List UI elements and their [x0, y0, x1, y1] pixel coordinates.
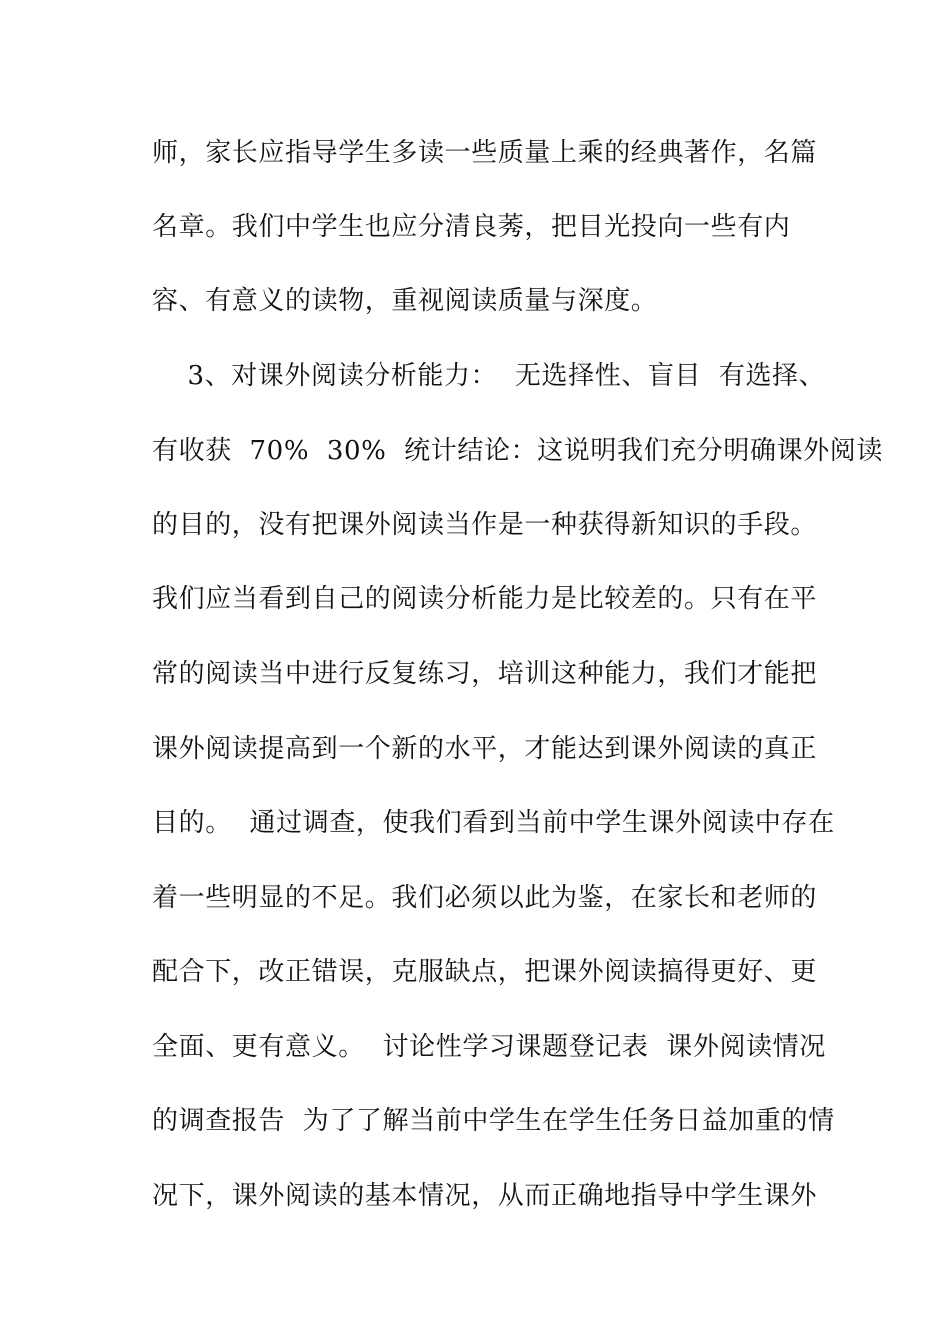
text-line: 常的阅读当中进行反复练习，培训这种能力，我们才能把 [152, 659, 818, 689]
text-line: 的调查报告 为了了解当前中学生在学生任务日益加重的情 [152, 1106, 835, 1136]
text-line: 3、对课外阅读分析能力： 无选择性、盲目 有选择、 [152, 361, 826, 391]
text-line: 的目的，没有把课外阅读当作是一种获得新知识的手段。 [152, 510, 818, 540]
text-line: 全面、更有意义。 讨论性学习课题登记表 课外阅读情况 [152, 1032, 826, 1062]
text-line: 着一些明显的不足。我们必须以此为鉴，在家长和老师的 [152, 883, 818, 913]
text-line: 容、有意义的读物，重视阅读质量与深度。 [152, 286, 658, 316]
text-line: 配合下，改正错误，克服缺点，把课外阅读搞得更好、更 [152, 957, 818, 987]
text-line: 我们应当看到自己的阅读分析能力是比较差的。只有在平 [152, 584, 818, 614]
text-line: 有收获 70% 30% 统计结论：这说明我们充分明确课外阅读 [152, 436, 883, 466]
text-line: 课外阅读提高到一个新的水平，才能达到课外阅读的真正 [152, 734, 818, 764]
text-line: 目的。 通过调查，使我们看到当前中学生课外阅读中存在 [152, 808, 835, 838]
text-line: 名章。我们中学生也应分清良莠，把目光投向一些有内 [152, 212, 791, 242]
text-line: 况下，课外阅读的基本情况，从而正确地指导中学生课外 [152, 1181, 818, 1211]
text-line: 师，家长应指导学生多读一些质量上乘的经典著作，名篇 [152, 138, 818, 168]
